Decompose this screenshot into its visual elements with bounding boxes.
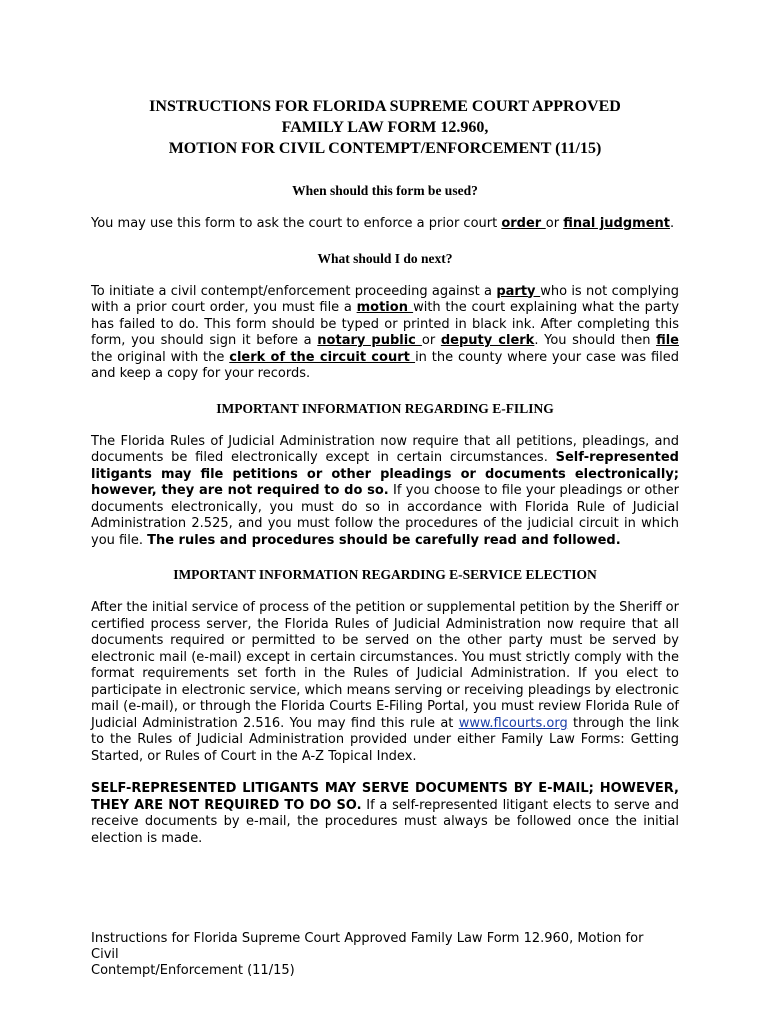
section-heading-next: What should I do next?: [317, 250, 453, 266]
page-footer: [91, 931, 671, 979]
title-line-1: INSTRUCTIONS FOR FLORIDA SUPREME COURT APPROVED: [149, 98, 621, 115]
paragraph-next: To initiate a civil contempt/enforcement proceeding against a party who is not complying with a prior court order, you must file a motion with the court explaining what the party has failed to do. This form should be typed or printed in black ink. After completing this form, you should sign it before a notary public or deputy clerk. You should then file the original with the clerk of the circuit court in the county where your case was filed and keep a copy for your records.: [91, 283, 680, 381]
term-notary-public[interactable]: notary public: [317, 333, 422, 348]
document-title: [91, 96, 679, 159]
self-represented-bold-notice: SELF-REPRESENTED LITIGANTS MAY SERVE DOCUMENTS BY E-MAIL; HOWEVER, THEY ARE NOT REQUIRED TO DO SO.: [91, 781, 679, 813]
term-party[interactable]: party: [496, 283, 541, 299]
footer-line-2: Contempt/Enforcement (11/15): [91, 963, 295, 978]
section-heading-efiling: IMPORTANT INFORMATION REGARDING E-FILING: [216, 400, 554, 416]
term-clerk-circuit-court[interactable]: clerk of the circuit court: [229, 349, 416, 365]
section-heading-when: When should this form be used?: [292, 183, 478, 198]
term-final-judgment[interactable]: final judgment: [563, 216, 670, 231]
title-line-2: FAMILY LAW FORM 12.960,: [281, 119, 489, 136]
title-line-3: MOTION FOR CIVIL CONTEMPT/ENFORCEMENT (11/15): [168, 140, 602, 157]
document-page: [91, 96, 679, 847]
term-deputy-clerk[interactable]: deputy clerk: [440, 333, 535, 348]
efiling-bold-notice: Self-represented litigants may file petitions or other pleadings or documents electronically; however, they are not required to do so.: [91, 450, 679, 498]
paragraph-self-represented: SELF-REPRESENTED LITIGANTS MAY SERVE DOCUMENTS BY E-MAIL; HOWEVER, THEY ARE NOT REQUIRED TO DO SO. If a self-represented litigant elects to serve and receive documents by e-mail, the procedures must always be followed once the initial election is made.: [91, 781, 679, 846]
flcourts-link[interactable]: www.flcourts.org: [458, 715, 568, 731]
paragraph-efiling: The Florida Rules of Judicial Administration now require that all petitions, pleadings, and documents be filed electronically except in certain circumstances. Self-represented litigants may file petitions or other pleadings or documents electronically; however, they are not required to do so. If you choose to file your pleadings or other documents electronically, you must do so in accordance with Florida Rule of Judicial Administration 2.525, and you must follow the procedures of the judicial circuit in which you file. The rules and procedures should be carefully read and followed.: [91, 433, 679, 548]
footer-line-1: Instructions for Florida Supreme Court Approved Family Law Form 12.960, Motion for Civil: [91, 931, 644, 962]
term-file[interactable]: file: [656, 333, 680, 348]
paragraph-eservice: After the initial service of process of the petition or supplemental petition by the Sheriff or certified process server, the Florida Rules of Judicial Administration now require that all documents required or permitted to be served on the other party must be served by electronic mail (e-mail) except in certain circumstances. You must strictly comply with the format requirements set forth in the Rules of Judicial Administration. If you elect to participate in electronic service, which means serving or receiving pleadings by electronic mail (e-mail), or through the Florida Courts E-Filing Portal, you must review Florida Rule of Judicial Administration 2.516. You may find this rule at www.flcourts.org through the link to the Rules of Judicial Administration provided under either Family Law Forms: Getting Started, or Rules of Court in the A-Z Topical Index.: [91, 600, 679, 764]
paragraph-when: You may use this form to ask the court to enforce a prior court order or final judgment.: [91, 216, 675, 231]
section-heading-eservice: IMPORTANT INFORMATION REGARDING E-SERVICE ELECTION: [173, 567, 597, 582]
term-motion[interactable]: motion: [356, 300, 414, 315]
term-order[interactable]: order: [501, 216, 546, 231]
efiling-bold-rules: The rules and procedures should be carefully read and followed.: [147, 532, 621, 548]
